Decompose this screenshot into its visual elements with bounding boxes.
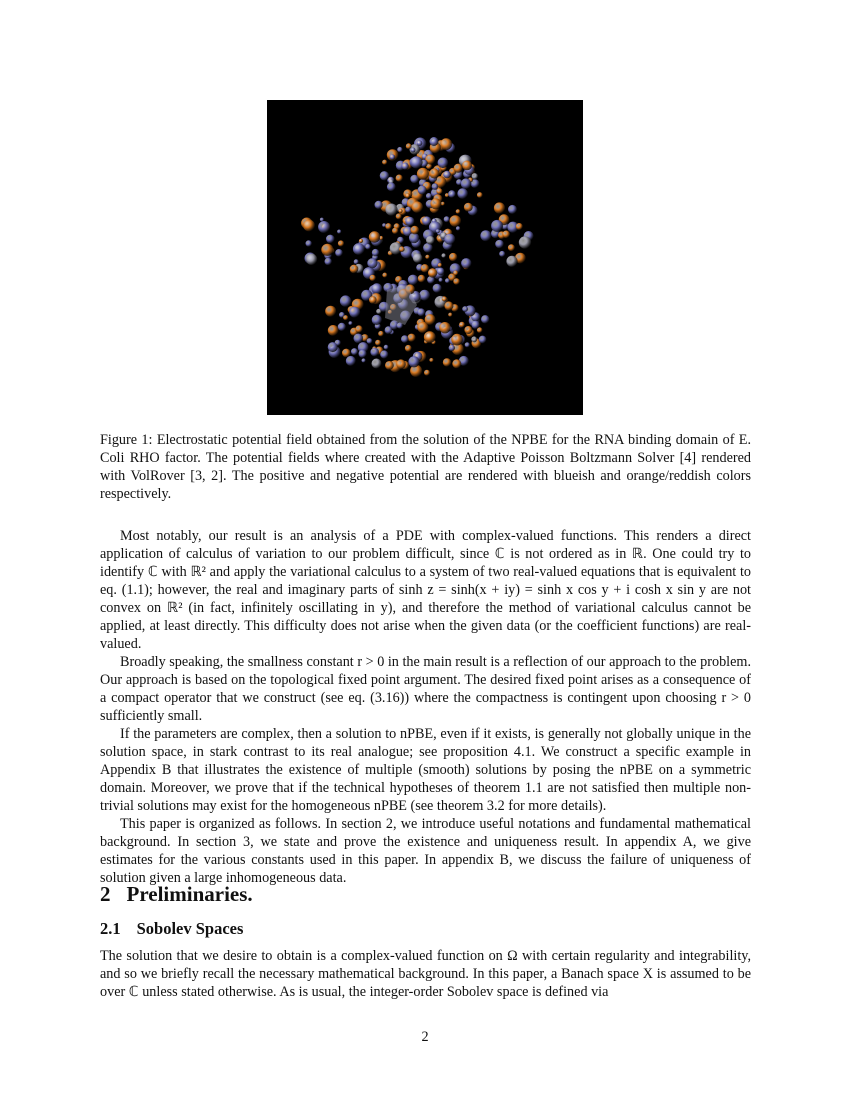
potential-blob <box>444 234 455 245</box>
potential-blob <box>408 334 416 342</box>
potential-blob <box>396 213 402 219</box>
potential-blob <box>456 226 460 230</box>
potential-blob <box>405 217 414 226</box>
potential-blob <box>443 358 451 366</box>
potential-blob <box>433 284 442 293</box>
potential-blob <box>456 209 461 214</box>
potential-blob <box>429 168 439 178</box>
potential-blob <box>429 358 433 362</box>
figure-label: Figure 1: <box>100 432 153 448</box>
potential-blob <box>465 342 470 347</box>
potential-blob <box>343 315 348 320</box>
potential-blob <box>443 171 451 179</box>
potential-blob <box>425 314 436 325</box>
potential-blob <box>464 203 473 212</box>
potential-blob <box>457 188 468 199</box>
figure-image <box>267 100 583 415</box>
potential-blob <box>338 240 344 246</box>
potential-blob <box>499 251 505 257</box>
potential-blob <box>421 264 429 272</box>
potential-blob <box>438 263 442 267</box>
paragraph: Most notably, our result is an analysis of a PDE with complex-valued functions. This renders a direct application of calculus of variation to our problem difficult, since ℂ is not ordered as in ℝ. One could try to identify ℂ with ℝ² and apply the variational calculus to a system of two real-valued equations that is equivalent to eq. (1.1); however, the real and imaginary parts of sinh z = sinh(x + iy) = sinh x cos y + i cosh x sin y are not convex on ℝ² (in fact, infinitely oscillating in y), and therefore the method of variational calculus cannot be applied, at least directly. This difficulty does not arise when the given data (or the coefficient functions) are real-valued. <box>100 528 751 652</box>
potential-blob <box>359 239 363 243</box>
potential-blob <box>385 326 393 334</box>
potential-blob <box>462 161 472 171</box>
potential-blob <box>328 325 339 336</box>
potential-blob <box>432 183 439 190</box>
potential-blob <box>372 315 382 325</box>
potential-blob <box>396 175 403 182</box>
potential-blob <box>369 296 377 304</box>
potential-blob <box>424 370 430 376</box>
figure-caption-text: Electrostatic potential field obtained from the solution of the NPBE for the RNA binding domain of E. Coli RHO factor. The potential fields where created with the Adaptive Poisson Boltzmann Solver [4] rendered with VolRover [3, 2]. The positive and negative potential are rendered with blueish and orange/reddish colors respectively. <box>100 432 752 502</box>
potential-blob <box>479 336 487 344</box>
section-number: 2 <box>100 882 111 906</box>
page-number: 2 <box>421 1029 429 1045</box>
potential-blob <box>385 223 391 229</box>
potential-blob <box>408 356 419 367</box>
potential-blob <box>495 240 504 249</box>
potential-blob <box>464 326 472 334</box>
paragraph: If the parameters are complex, then a solution to nPBE, even if it exists, is generally not globally unique in the solution space, in stark contrast to its real analogue; see proposition 4.1. We construct a specific example in Appendix B that illustrates the existence of multiple (smooth) solutions by posing the nPBE on a symmetric domain. Moreover, we prove that if the technical hypotheses of theorem 1.1 are not satisfied then multiple non-trivial solutions may exist for the homogeneous nPBE (see theorem 3.2 for more details). <box>100 726 751 814</box>
paragraph: The solution that we desire to obtain is a complex-valued function on Ω with certain regularity and integrability, and so we briefly recall the necessary mathematical background. In this paper, a Banach space X is assumed to be over ℂ unless stated otherwise. As is usual, the integer-order Sobolev space is defined via <box>100 948 751 1000</box>
potential-blob <box>472 321 480 329</box>
potential-blob <box>437 268 445 276</box>
potential-blob <box>375 340 381 346</box>
potential-blob <box>372 249 379 256</box>
potential-blob <box>461 258 471 268</box>
potential-blob <box>382 160 387 165</box>
potential-blob <box>346 356 356 366</box>
potential-blob <box>436 188 442 194</box>
potential-blob <box>349 321 353 325</box>
potential-blob <box>418 275 426 283</box>
potential-blob <box>375 201 383 209</box>
potential-blob <box>397 147 402 152</box>
potential-blob <box>516 223 523 230</box>
potential-blob <box>353 243 365 255</box>
potential-blob <box>399 246 405 252</box>
potential-blob <box>449 345 455 351</box>
potential-blob <box>459 322 465 328</box>
potential-blob <box>452 359 461 368</box>
potential-blob <box>396 359 406 369</box>
potential-blob <box>417 308 425 316</box>
potential-blob <box>453 278 460 285</box>
potential-blob <box>402 163 409 170</box>
potential-blob <box>472 173 478 179</box>
potential-blob <box>406 193 411 198</box>
electrostatic-potential-render <box>267 100 583 415</box>
potential-blob <box>450 215 462 227</box>
potential-blob <box>392 228 398 234</box>
potential-blob <box>372 283 383 294</box>
potential-blob <box>438 158 449 169</box>
paragraph: This paper is organized as follows. In section 2, we introduce useful notations and fundamental mathematical background. In section 3, we state and prove the existence and uniqueness result. In appendix A, we give estimates for the various constants used in this paper. In appendix B, we discuss the failure of uniqueness of solution given a large inhomogeneous data. <box>100 816 751 886</box>
potential-blob <box>442 253 446 257</box>
potential-blob <box>384 345 389 350</box>
potential-blob <box>406 143 412 149</box>
potential-blob <box>444 216 450 222</box>
potential-blob <box>362 358 366 362</box>
potential-blob <box>462 306 468 312</box>
potential-blob <box>354 334 364 344</box>
potential-blob <box>426 236 435 245</box>
potential-blob <box>399 209 403 213</box>
subsection-number: 2.1 <box>100 919 121 938</box>
potential-blob <box>387 182 396 191</box>
potential-blob <box>519 236 531 248</box>
potential-blob <box>306 240 312 246</box>
potential-blob <box>430 137 439 146</box>
potential-blob <box>401 335 409 343</box>
potential-blob <box>351 348 358 355</box>
potential-blob <box>306 254 317 265</box>
potential-blob <box>451 334 463 346</box>
potential-blob <box>439 278 443 282</box>
potential-blob <box>502 231 510 239</box>
potential-blob <box>380 171 389 180</box>
potential-blob <box>382 273 387 278</box>
potential-blob <box>385 361 394 370</box>
potential-blob <box>439 322 450 333</box>
potential-blob <box>369 231 380 242</box>
potential-blob <box>477 192 483 198</box>
potential-blob <box>340 295 351 306</box>
potential-blob <box>338 323 346 331</box>
paragraph: Broadly speaking, the smallness constant r > 0 in the main result is a reflection of our approach to the problem. Our approach is based on the topological fixed point argument. The desired fixed point arises as a consequence of a compact operator that we construct (see eq. (3.16)) where the compactness is contingent upon choosing r > 0 sufficiently small. <box>100 654 751 724</box>
potential-blob <box>321 244 333 256</box>
potential-blob <box>411 148 416 153</box>
potential-blob <box>405 207 411 213</box>
potential-blob <box>328 342 338 352</box>
body-text <box>100 527 751 887</box>
potential-blob <box>480 230 491 241</box>
potential-blob <box>326 235 335 244</box>
potential-blob <box>444 301 453 310</box>
potential-blob <box>461 178 472 189</box>
figure-caption <box>100 431 751 503</box>
potential-blob <box>342 349 351 358</box>
potential-blob <box>481 315 489 323</box>
potential-blob <box>453 271 458 276</box>
potential-blob <box>412 201 423 212</box>
potential-blob <box>423 243 433 253</box>
potential-blob <box>385 204 397 216</box>
potential-blob <box>494 202 505 213</box>
potential-blob <box>471 336 477 342</box>
potential-blob <box>372 359 382 369</box>
potential-blob <box>318 221 330 233</box>
potential-blob <box>370 348 379 357</box>
potential-blob <box>390 154 396 160</box>
potential-blob <box>408 275 418 285</box>
potential-blob <box>445 278 450 283</box>
potential-blob <box>335 249 343 257</box>
potential-blob <box>337 230 341 234</box>
potential-blob <box>417 168 429 180</box>
potential-blob <box>508 205 517 214</box>
potential-blob <box>380 350 388 358</box>
potential-blob <box>491 220 503 232</box>
potential-blob <box>413 253 423 263</box>
potential-blob <box>449 253 457 261</box>
potential-blob <box>411 226 420 235</box>
potential-blob <box>454 164 463 173</box>
potential-blob <box>508 244 515 251</box>
potential-blob <box>405 345 412 352</box>
potential-blob <box>448 313 452 317</box>
potential-blob <box>442 297 447 302</box>
potential-blob <box>441 202 445 206</box>
potential-blob <box>350 265 359 274</box>
potential-blob <box>354 259 359 264</box>
potential-blob <box>349 307 360 318</box>
subsection-body <box>100 947 751 1001</box>
potential-blob <box>448 190 456 198</box>
potential-blob <box>320 218 324 222</box>
potential-blob <box>410 156 422 168</box>
potential-blob <box>325 306 336 317</box>
potential-blob <box>426 193 432 199</box>
potential-blob <box>418 186 427 195</box>
potential-blob <box>378 331 384 337</box>
potential-blob <box>424 331 436 343</box>
potential-blob <box>436 229 440 233</box>
potential-blob <box>430 198 441 209</box>
potential-blob <box>303 220 315 232</box>
potential-blob <box>359 350 367 358</box>
potential-blob <box>367 338 373 344</box>
potential-blob <box>419 290 430 301</box>
potential-blob <box>325 258 332 265</box>
potential-blob <box>370 275 376 281</box>
potential-blob <box>367 258 377 268</box>
potential-blob <box>425 255 429 259</box>
potential-blob <box>355 325 362 332</box>
potential-blob <box>440 138 452 150</box>
subsection-title: Sobolev Spaces <box>136 919 244 938</box>
potential-blob <box>417 140 423 146</box>
section-title: Preliminaries. <box>126 882 253 906</box>
section-heading <box>100 882 253 907</box>
subsection-heading <box>100 919 243 939</box>
potential-blob <box>365 244 371 250</box>
potential-blob <box>506 256 517 267</box>
potential-blob <box>428 268 437 277</box>
